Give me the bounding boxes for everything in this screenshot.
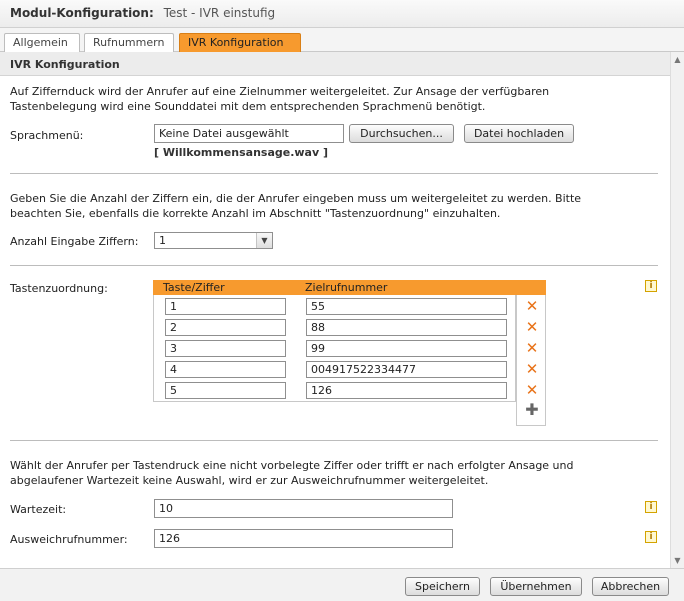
- column-header-target: Zielrufnummer: [305, 281, 388, 294]
- delete-row-3-close-icon[interactable]: ✕: [525, 339, 539, 357]
- delete-row-4-close-icon[interactable]: ✕: [525, 360, 539, 378]
- section-heading: IVR Konfiguration: [0, 52, 670, 76]
- info-icon[interactable]: i: [645, 280, 657, 292]
- digits-line-1: Geben Sie die Anzahl der Ziffern ein, die der Anrufer eingeben muss um weitergeleitet zu werden. Bitte: [10, 192, 582, 205]
- digits-text: [10, 191, 650, 221]
- vertical-scrollbar[interactable]: [670, 52, 684, 568]
- intro-text: [10, 84, 650, 114]
- scroll-up-arrow-icon[interactable]: ▲: [674, 55, 681, 64]
- tab-rufnummern[interactable]: Rufnummern: [84, 33, 174, 52]
- tab-bar: [0, 28, 684, 52]
- file-input[interactable]: Keine Datei ausgewählt: [154, 124, 344, 143]
- alt-number-label: Ausweichrufnummer:: [10, 533, 128, 546]
- divider: [10, 265, 658, 266]
- sprachmenu-label: Sprachmenü:: [10, 129, 84, 142]
- upload-button[interactable]: Datei hochladen: [464, 124, 574, 143]
- title-main: Modul-Konfiguration:: [10, 6, 154, 20]
- row-actions: [516, 295, 546, 426]
- intro-line-1: Auf Ziffernduck wird der Anrufer auf eine Zielnummer weitergeleitet. Zur Ansage der verfügbaren: [10, 85, 550, 98]
- add-row-plus-icon[interactable]: ✚: [525, 400, 539, 419]
- alt-number-input[interactable]: 126: [154, 529, 453, 548]
- wait-label: Wartezeit:: [10, 503, 67, 516]
- delete-row-5-close-icon[interactable]: ✕: [525, 381, 539, 399]
- save-button[interactable]: Speichern: [405, 577, 480, 596]
- column-header-key: Taste/Ziffer: [163, 281, 225, 294]
- tab-allgemein[interactable]: Allgemein: [4, 33, 80, 52]
- divider: [10, 440, 658, 441]
- target-input-1[interactable]: 55: [306, 298, 507, 315]
- key-input-1[interactable]: 1: [165, 298, 286, 315]
- title-sub: Test - IVR einstufig: [163, 6, 276, 20]
- wait-input[interactable]: 10: [154, 499, 453, 518]
- key-input-2[interactable]: 2: [165, 319, 286, 336]
- target-input-5[interactable]: 126: [306, 382, 507, 399]
- key-input-3[interactable]: 3: [165, 340, 286, 357]
- key-input-4[interactable]: 4: [165, 361, 286, 378]
- delete-row-2-close-icon[interactable]: ✕: [525, 318, 539, 336]
- table-body: [153, 295, 516, 402]
- fallback-text: [10, 458, 650, 488]
- mapping-label: Tastenzuordnung:: [10, 282, 108, 295]
- intro-line-2: Tastenbelegung wird eine Sounddatei mit dem entsprechenden Sprachmenü benötigt.: [10, 100, 486, 113]
- digits-label: Anzahl Eingabe Ziffern:: [10, 235, 139, 248]
- target-input-3[interactable]: 99: [306, 340, 507, 357]
- info-icon[interactable]: i: [645, 501, 657, 513]
- scroll-down-arrow-icon[interactable]: ▼: [674, 556, 681, 565]
- browse-button[interactable]: Durchsuchen...: [349, 124, 454, 143]
- digits-line-2: beachten Sie, ebenfalls die korrekte Anzahl im Abschnitt "Tastenzuordnung" einzuhalten.: [10, 207, 501, 220]
- table-header: [153, 280, 546, 295]
- key-input-5[interactable]: 5: [165, 382, 286, 399]
- digits-select[interactable]: [154, 232, 273, 249]
- digits-select-value: 1: [159, 234, 166, 247]
- footer-bar: [0, 568, 684, 601]
- fallback-line-2: abgelaufener Wartezeit keine Auswahl, wird er zur Ausweichrufnummer weitergeleitet.: [10, 474, 489, 487]
- current-file-link[interactable]: [ Willkommensansage.wav ]: [154, 146, 328, 159]
- cancel-button[interactable]: Abbrechen: [592, 577, 669, 596]
- delete-row-1-close-icon[interactable]: ✕: [525, 297, 539, 315]
- target-input-4[interactable]: 004917522334477: [306, 361, 507, 378]
- chevron-down-icon[interactable]: ▼: [256, 233, 272, 248]
- fallback-line-1: Wählt der Anrufer per Tastendruck eine nicht vorbelegte Ziffer oder trifft er nach erfolgter Ansage und: [10, 459, 574, 472]
- info-icon[interactable]: i: [645, 531, 657, 543]
- apply-button[interactable]: Übernehmen: [490, 577, 582, 596]
- tab-ivr-konfiguration[interactable]: IVR Konfiguration: [179, 33, 301, 53]
- target-input-2[interactable]: 88: [306, 319, 507, 336]
- window-title: [0, 0, 684, 28]
- divider: [10, 173, 658, 174]
